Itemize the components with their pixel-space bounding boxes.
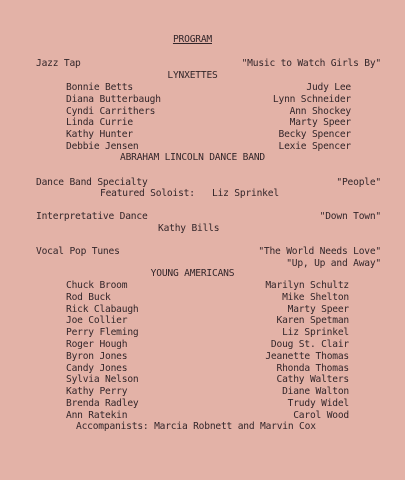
lynxette-name: Lynn Schneider <box>272 93 351 105</box>
young-american-name: Diane Walton <box>282 386 349 398</box>
young-american-name: Brenda Radley <box>66 398 139 409</box>
young-american-name: Ann Ratekin <box>66 409 128 421</box>
lynxette-name: Lexie Spencer <box>278 141 351 152</box>
lynxette-name: Kathy Hunter <box>66 129 133 141</box>
young-american-name: Rod Buck <box>66 291 111 303</box>
young-american-name: Roger Hough <box>66 339 128 350</box>
vocal-label: Vocal Pop Tunes <box>36 246 120 257</box>
lynxettes-heading: LYNXETTES <box>167 70 218 81</box>
lynxette-name: Diana Butterbaugh <box>66 93 161 105</box>
young-american-name: Doug St. Clair <box>270 339 349 350</box>
interpretative-song: "Down Town" <box>319 211 381 222</box>
lynxette-name: Cyndi Carrithers <box>66 105 156 117</box>
interpretative-label: Interpretative Dance <box>36 211 148 222</box>
young-american-name: Rhonda Thomas <box>276 362 349 374</box>
featured-soloist-label: Featured Soloist: <box>100 188 195 199</box>
young-american-name: Karen Spetman <box>276 315 349 327</box>
young-american-name: Byron Jones <box>66 350 128 362</box>
interpretative-performer: Kathy Bills <box>158 223 220 234</box>
page-title: PROGRAM <box>172 34 213 45</box>
band-heading: ABRAHAM LINCOLN DANCE BAND <box>120 152 265 163</box>
lynxette-name: Bonnie Betts <box>66 82 133 93</box>
young-americans-heading: YOUNG AMERICANS <box>150 268 235 279</box>
young-american-name: Kathy Perry <box>66 386 128 398</box>
young-american-name: Chuck Broom <box>66 280 128 291</box>
lynxette-name: Marty Speer <box>289 117 351 129</box>
young-american-name: Perry Fleming <box>66 327 139 339</box>
vocal-song-1: "The World Needs Love" <box>258 246 381 257</box>
young-american-name: Cathy Walters <box>276 374 349 386</box>
young-american-name: Joe Collier <box>66 315 128 327</box>
young-american-name: Sylvia Nelson <box>66 374 139 386</box>
dance-band-song: "People" <box>336 177 381 188</box>
young-american-name: Rick Clabaugh <box>66 303 139 315</box>
jazz-tap-label: Jazz Tap <box>36 58 81 69</box>
young-american-name: Candy Jones <box>66 362 128 374</box>
young-american-name: Marilyn Schultz <box>265 280 349 291</box>
young-american-name: Jeanette Thomas <box>265 350 349 362</box>
dance-band-label: Dance Band Specialty <box>36 177 148 188</box>
lynxette-name: Ann Shockey <box>289 105 351 117</box>
jazz-tap-song: "Music to Watch Girls By" <box>241 58 381 69</box>
lynxette-name: Linda Currie <box>66 117 133 129</box>
vocal-song-2: "Up, Up and Away" <box>286 258 381 269</box>
lynxette-name: Debbie Jensen <box>66 141 139 152</box>
young-american-name: Liz Sprinkel <box>282 327 349 339</box>
young-american-name: Carol Wood <box>293 409 349 421</box>
young-american-name: Mike Shelton <box>282 291 349 303</box>
young-american-name: Trudy Widel <box>287 398 349 409</box>
lynxette-name: Judy Lee <box>306 82 351 93</box>
young-american-name: Marty Speer <box>287 303 349 315</box>
featured-soloist-name: Liz Sprinkel <box>212 188 279 199</box>
accompanists-line: Accompanists: Marcia Robnett and Marvin Cox <box>76 421 316 432</box>
lynxette-name: Becky Spencer <box>278 129 351 141</box>
